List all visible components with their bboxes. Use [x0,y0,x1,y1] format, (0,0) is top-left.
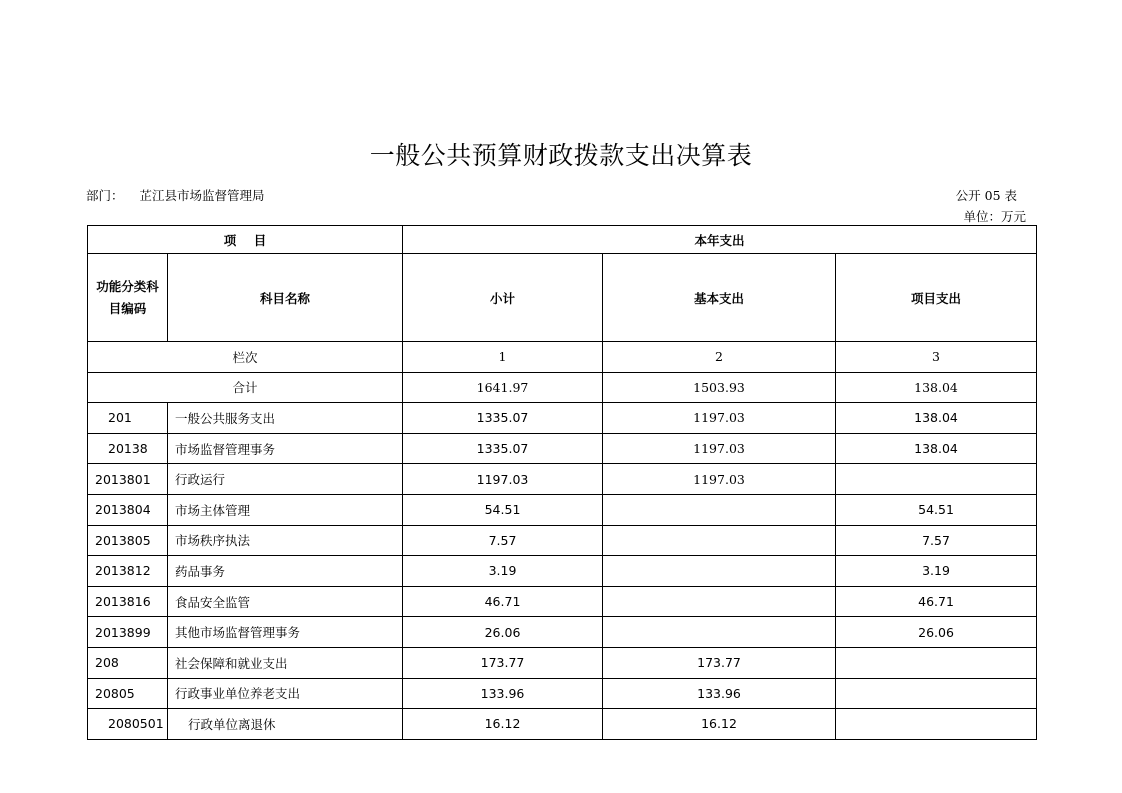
table-row [88,586,1037,617]
table-row [88,403,1037,434]
row-project: 7.57 [836,525,1037,556]
row-code: 2013805 [88,525,168,556]
row-name: 行政单位离退休 [168,709,403,740]
row-code: 20138 [88,433,168,464]
table-row [88,433,1037,464]
table-row [88,556,1037,587]
expenditure-table [87,225,1037,740]
table-row [88,678,1037,709]
total-subtotal: 1641.97 [403,372,603,403]
header-row-1 [88,226,1037,254]
row-name: 一般公共服务支出 [168,403,403,434]
row-project: 3.19 [836,556,1037,587]
row-name: 食品安全监管 [168,586,403,617]
row-code: 2013812 [88,556,168,587]
row-subtotal: 16.12 [403,709,603,740]
row-name: 行政运行 [168,464,403,495]
row-project: 138.04 [836,403,1037,434]
department-name: 芷江县市场监督管理局 [139,188,265,203]
row-project: 46.71 [836,586,1037,617]
total-basic: 1503.93 [603,372,836,403]
column-index-2: 2 [603,342,836,373]
func-code-header: 功能分类科目编码 [88,254,168,342]
column-index-3: 3 [836,342,1037,373]
unit-label: 单位：万元 [963,209,1026,224]
column-index-1: 1 [403,342,603,373]
row-name: 市场监督管理事务 [168,433,403,464]
row-basic: 1197.03 [603,403,836,434]
column-index-label: 栏次 [88,342,403,373]
row-subtotal: 173.77 [403,647,603,678]
row-basic [603,556,836,587]
row-subtotal: 26.06 [403,617,603,648]
row-code: 20805 [88,678,168,709]
row-basic: 1197.03 [603,433,836,464]
department-label: 部门： [86,188,124,203]
department-line [86,186,265,204]
total-label: 合计 [88,372,403,403]
row-basic: 16.12 [603,709,836,740]
header-row-2 [88,254,1037,342]
row-project [836,709,1037,740]
row-subtotal: 1335.07 [403,433,603,464]
column-index-row [88,342,1037,373]
basic-header: 基本支出 [603,254,836,342]
row-name: 其他市场监督管理事务 [168,617,403,648]
row-subtotal: 1197.03 [403,464,603,495]
row-basic: 1197.03 [603,464,836,495]
row-subtotal: 3.19 [403,556,603,587]
row-basic [603,617,836,648]
row-name: 社会保障和就业支出 [168,647,403,678]
row-name: 市场主体管理 [168,494,403,525]
row-project [836,678,1037,709]
row-basic [603,525,836,556]
row-subtotal: 1335.07 [403,403,603,434]
row-name: 药品事务 [168,556,403,587]
row-basic [603,586,836,617]
row-subtotal: 133.96 [403,678,603,709]
row-project: 54.51 [836,494,1037,525]
page-title: 一般公共预算财政拨款支出决算表 [369,141,753,170]
row-name: 行政事业单位养老支出 [168,678,403,709]
table-row [88,494,1037,525]
project-exp-header: 项目支出 [836,254,1037,342]
row-code: 201 [88,403,168,434]
row-basic: 133.96 [603,678,836,709]
table-row [88,464,1037,495]
row-subtotal: 46.71 [403,586,603,617]
subtotal-header: 小计 [403,254,603,342]
row-code: 208 [88,647,168,678]
current-year-header: 本年支出 [403,226,1037,254]
row-code: 2013899 [88,617,168,648]
table-row [88,617,1037,648]
total-row [88,372,1037,403]
row-project [836,647,1037,678]
row-project [836,464,1037,495]
total-project: 138.04 [836,372,1037,403]
row-subtotal: 7.57 [403,525,603,556]
row-subtotal: 54.51 [403,494,603,525]
row-code: 2080501 [88,709,168,740]
row-project: 26.06 [836,617,1037,648]
table-row [88,709,1037,740]
row-project: 138.04 [836,433,1037,464]
row-name: 市场秩序执法 [168,525,403,556]
row-basic [603,494,836,525]
project-header: 项 目 [88,226,403,254]
row-code: 2013804 [88,494,168,525]
row-code: 2013816 [88,586,168,617]
subject-name-header: 科目名称 [168,254,403,342]
form-number: 公开 05 表 [955,188,1017,203]
row-basic: 173.77 [603,647,836,678]
table-row [88,525,1037,556]
row-code: 2013801 [88,464,168,495]
table-row [88,647,1037,678]
